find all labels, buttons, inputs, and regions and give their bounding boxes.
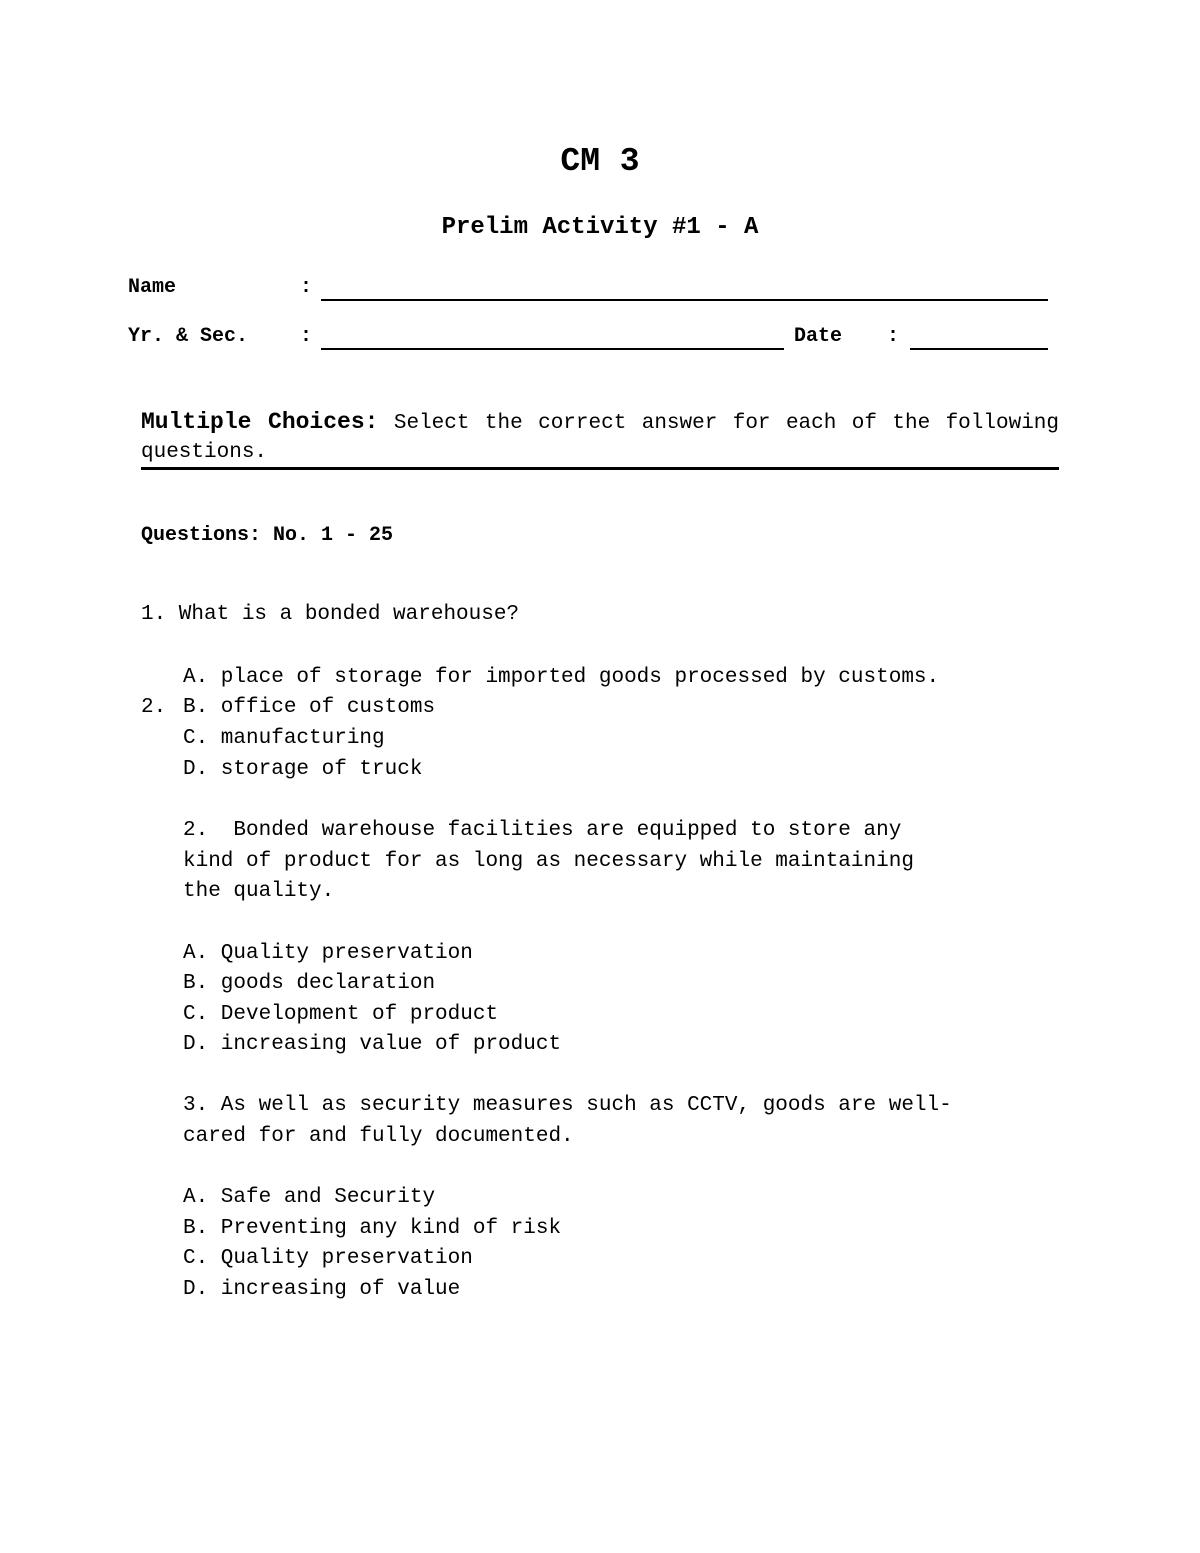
q1-option-d: D. storage of truck	[183, 758, 423, 781]
q3-option-c: C. Quality preservation	[183, 1247, 473, 1270]
q1-option-c: C. manufacturing	[183, 727, 385, 750]
q2-option-d: D. increasing value of product	[183, 1033, 562, 1056]
document-subtitle: Prelim Activity #1 - A	[441, 214, 759, 241]
document-title: CM 3	[560, 143, 640, 180]
instructions-divider	[141, 467, 1059, 470]
name-blank-line[interactable]	[321, 299, 1048, 301]
q2-prompt-line-3: the quality.	[183, 880, 335, 903]
q3-option-a: A. Safe and Security	[183, 1186, 436, 1209]
q2-prompt-line-2: kind of product for as long as necessary while maintaining	[183, 850, 914, 873]
date-colon: :	[887, 325, 900, 348]
q2-option-b: B. goods declaration	[183, 972, 436, 995]
name-colon: :	[300, 276, 313, 299]
yr-sec-colon: :	[300, 325, 313, 348]
instructions-paragraph	[141, 408, 1059, 467]
q3-prompt-line-1: 3. As well as security measures such as CCTV, goods are well-	[183, 1094, 952, 1117]
q1-option-b: B. office of customs	[183, 696, 436, 719]
q2-prompt-line-1: 2. Bonded warehouse facilities are equipped to store any	[183, 819, 902, 842]
q2-option-c: C. Development of product	[183, 1003, 499, 1026]
q3-option-b: B. Preventing any kind of risk	[183, 1217, 562, 1240]
yr-sec-label: Yr. & Sec.	[128, 325, 249, 348]
date-label: Date	[794, 325, 843, 348]
instructions-lead: Multiple Choices:	[141, 409, 379, 435]
q3-option-d: D. increasing of value	[183, 1278, 461, 1301]
q1-prompt: 1. What is a bonded warehouse?	[141, 603, 520, 626]
q2-option-a: A. Quality preservation	[183, 942, 473, 965]
q1-option-a: A. place of storage for imported goods processed by customs.	[183, 666, 940, 689]
name-label: Name	[128, 276, 177, 299]
instructions-text: Select the correct answer for each of the following questions.	[141, 412, 1060, 464]
q3-prompt-line-2: cared for and fully documented.	[183, 1125, 574, 1148]
questions-header: Questions: No. 1 - 25	[141, 524, 394, 547]
yr-sec-blank-line[interactable]	[321, 348, 784, 350]
q1-stray-number: 2.	[141, 696, 167, 719]
date-blank-line[interactable]	[910, 348, 1048, 350]
